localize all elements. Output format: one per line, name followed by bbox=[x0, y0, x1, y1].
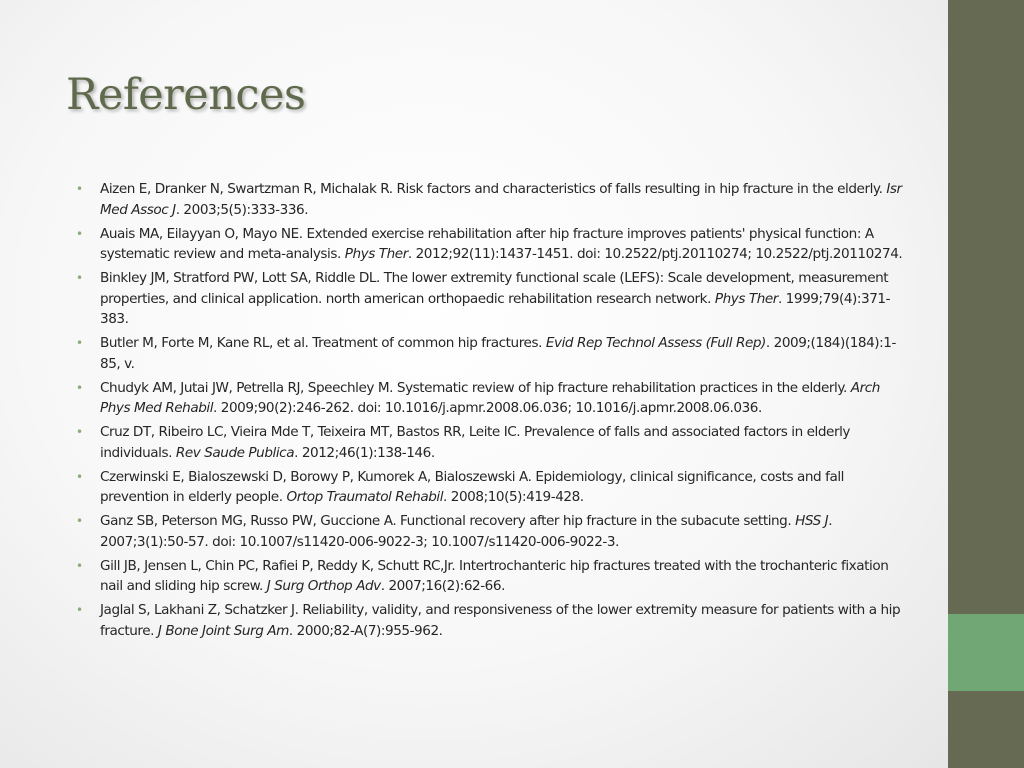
bullet-icon: • bbox=[76, 271, 83, 285]
reference-citation: . 2007;3(1):50-57. doi: 10.1007/s11420-006-9022-3; 10.1007/s11420-006-9022-3. bbox=[100, 513, 833, 550]
reference-item bbox=[76, 422, 912, 463]
slide-title: References bbox=[66, 70, 306, 120]
reference-citation: . 2012;92(11):1437-1451. doi: 10.2522/ptj.20110274; 10.2522/ptj.20110274. bbox=[407, 246, 903, 262]
reference-text: Czerwinski E, Bialoszewski D, Borowy P, Kumorek A, Bialoszewski A. Epidemiology, clinical significance, costs and fall prevention in elderly people. bbox=[100, 468, 844, 505]
reference-journal: Isr Med Assoc J bbox=[100, 181, 902, 218]
reference-text: Aizen E, Dranker N, Swartzman R, Michalak R. Risk factors and characteristics of falls resulting in hip fracture in the elderly. bbox=[100, 181, 887, 197]
reference-citation: . 2009;90(2):246-262. doi: 10.1016/j.apmr.2008.06.036; 10.1016/j.apmr.2008.06.036. bbox=[213, 400, 762, 416]
bullet-icon: • bbox=[76, 425, 83, 439]
reference-journal: Arch Phys Med Rehabil bbox=[100, 379, 880, 416]
reference-list bbox=[76, 179, 912, 645]
reference-journal: Evid Rep Technol Assess (Full Rep) bbox=[545, 335, 766, 351]
bullet-icon: • bbox=[76, 603, 83, 617]
reference-journal: Phys Ther bbox=[344, 246, 408, 262]
reference-item bbox=[76, 333, 912, 374]
reference-item bbox=[76, 467, 912, 508]
reference-journal: Rev Saude Publica bbox=[175, 444, 295, 461]
bullet-icon: • bbox=[76, 182, 83, 196]
reference-citation: . 2000;82-A(7):955-962. bbox=[288, 622, 443, 639]
reference-text: Auais MA, Eilayyan O, Mayo NE. Extended exercise rehabilitation after hip fracture improves patients' physical function: A systematic review and meta-analysis. bbox=[100, 225, 874, 262]
reference-text: Binkley JM, Stratford PW, Lott SA, Riddle DL. The lower extremity functional scale (LEFS): Scale development, measurement properties, and clinical application. north american orthopaedic rehabilitation research network. bbox=[100, 270, 889, 307]
reference-citation: . 2008;10(5):419-428. bbox=[443, 489, 584, 505]
reference-journal: Ortop Traumatol Rehabil bbox=[286, 489, 444, 505]
reference-citation: . 2003;5(5):333-336. bbox=[175, 201, 309, 218]
reference-text: Butler M, Forte M, Kane RL, et al. Treatment of common hip fractures. bbox=[100, 335, 546, 351]
reference-item bbox=[76, 556, 912, 597]
bullet-icon: • bbox=[76, 380, 83, 395]
reference-text: Gill JB, Jensen L, Chin PC, Rafiei P, Reddy K, Schutt RC,Jr. Intertrochanteric hip fractures treated with the trochanteric fixation nail and sliding hip screw. bbox=[100, 557, 889, 594]
reference-text: Ganz SB, Peterson MG, Russo PW, Guccione A. Functional recovery after hip fracture in the subacute setting. bbox=[100, 513, 796, 529]
reference-item bbox=[76, 378, 912, 419]
bullet-icon: • bbox=[76, 514, 83, 528]
bullet-icon: • bbox=[76, 469, 83, 484]
reference-journal: Phys Ther bbox=[714, 290, 778, 307]
reference-journal: J Surg Orthop Adv bbox=[266, 578, 381, 594]
reference-citation: . 2007;16(2):62-66. bbox=[380, 578, 505, 594]
reference-item bbox=[76, 511, 912, 552]
reference-item bbox=[76, 179, 912, 220]
reference-citation: . 2012;46(1):138-146. bbox=[294, 444, 435, 461]
reference-text: Jaglal S, Lakhani Z, Schatzker J. Reliability, validity, and responsiveness of the lower extremity measure for patients with a hip fracture. bbox=[100, 602, 901, 639]
reference-item bbox=[76, 268, 912, 330]
reference-item bbox=[76, 224, 912, 265]
reference-citation: . 2009;(184)(184):1-85, v. bbox=[100, 335, 896, 372]
bullet-icon: • bbox=[76, 226, 83, 241]
reference-journal: J Bone Joint Surg Am bbox=[157, 622, 289, 639]
reference-journal: HSS J bbox=[795, 513, 829, 529]
reference-item bbox=[76, 600, 912, 641]
reference-text: Chudyk AM, Jutai JW, Petrella RJ, Speechley M. Systematic review of hip fracture rehabilitation practices in the elderly. bbox=[100, 379, 851, 396]
accent-block-decoration bbox=[948, 614, 1024, 691]
bullet-icon: • bbox=[76, 558, 83, 573]
reference-citation: . 1999;79(4):371-383. bbox=[100, 290, 891, 327]
reference-text: Cruz DT, Ribeiro LC, Vieira Mde T, Teixeira MT, Bastos RR, Leite IC. Prevalence of falls and associated factors in elderly individuals. bbox=[100, 424, 851, 461]
bullet-icon: • bbox=[76, 336, 83, 350]
